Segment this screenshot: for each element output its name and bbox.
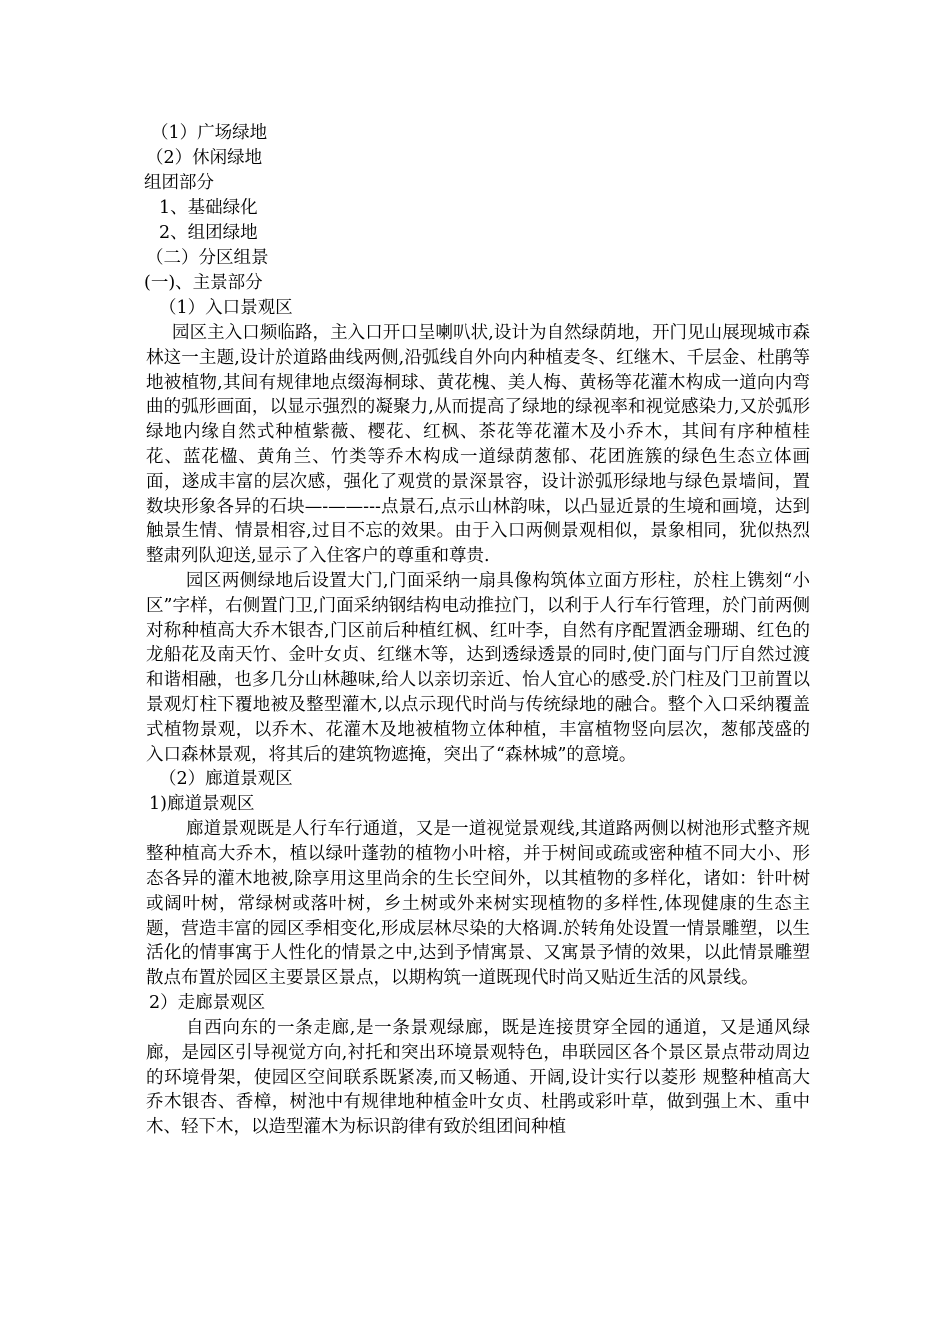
heading-entrance-area: （1）入口景观区: [159, 298, 293, 318]
heading-corridor-area: （2）廊道景观区: [159, 769, 293, 790]
heading-corridor-sub: 1)廊道景观区: [149, 794, 255, 815]
heading-basic-greening: 1、基础绿化: [159, 198, 258, 218]
paragraph-corridor: 廊道景观既是人行车行通道，又是一道视觉景观线,其道路两侧以树池形式整齐规整种植高大乔木，植以绿叶蓬勃的植物小叶榕，并于树间或疏或密种植不同大小、形态各异的灌木地被,除享用这里尚余的生长空间外，以其植物的多样化，诸如：针叶树或阔叶树，常绿树或落叶树，乡土树或外来树实现植物的多样性,体现健康的生态主题，营造丰富的园区季相变化,形成层林尽染的大格调.於转角处设置一情景雕塑，以生活化的情事寓于人性化的情景之中,达到予情寓景、又寓景予情的效果，以此情景雕塑散点布置於园区主要景区景点，以期构筑一道既现代时尚又贴近生活的风景线。: [146, 819, 810, 989]
heading-zoned-landscape: （二）分区组景: [146, 248, 269, 268]
heading-cluster-part: 组团部分: [144, 173, 214, 193]
heading-main-scene: (一)、主景部分: [144, 273, 263, 293]
paragraph-entrance-1: 园区主入口频临路，主入口开口呈喇叭状,设计为自然绿荫地，开门见山展现城市森林这一主题,设计於道路曲线两侧,沿弧线自外向内种植麦冬、红继木、千层金、杜鹃等地被植物,其间有规律地点缀海桐球、黄花槐、美人梅、黄杨等花灌木构成一道向内弯曲的弧形画面，以显示强烈的凝聚力,从而提高了绿地的绿视率和视觉感染力,又於弧形绿地内缘自然式种植紫薇、樱花、红枫、茶花等花灌木及小乔木，其间有序种植桂花、蓝花楹、黄角兰、竹类等乔木构成一道绿荫葱郁、花团旌簇的绿色生态立体画面，遂成丰富的层次感，强化了观赏的景深景容，设计淤弧形绿地与绿色景墙间，置数块形象各异的石块—-——---点景石,点示山林韵味，以凸显近景的生境和画境，达到触景生情、情景相容,过目不忘的效果。由于入口两侧景观相似，景象相同，犹似热烈整肃列队迎送,显示了入住客户的尊重和尊贵.: [146, 323, 810, 567]
document-page: [146, 121, 810, 1140]
heading-cluster-green: 2、组团绿地: [159, 223, 258, 243]
heading-walkway-area: 2）走廊景观区: [149, 992, 266, 1013]
paragraph-entrance-2: 园区两侧绿地后设置大门,门面采纳一扇具像构筑体立面方形柱，於柱上镌刻“小区”字样，右侧置门卫,门面采纳钢结构电动推拉门，以利于人行车行管理，於门前两侧对称种植高大乔木银杏,门区前后种植红枫、红叶李，自然有序配置洒金珊瑚、红色的龙船花及南天竹、金叶女贞、红继木等，达到透绿透景的同时,使门面与门厅自然过渡和谐相融，也多几分山林趣味,给人以亲切亲近、怡人宜心的感受.於门柱及门卫前置以景观灯柱下覆地被及整型灌木,以点示现代时尚与传统绿地的融合。整个入口采纳覆盖式植物景观，以乔木、花灌木及地被植物立体种植，丰富植物竖向层次，葱郁茂盛的入口森林景观，将其后的建筑物遮掩，突出了“森林城”的意境。: [146, 570, 810, 765]
heading-leisure-green: （2）休闲绿地: [146, 148, 263, 168]
heading-plaza-green: （1）广场绿地: [151, 123, 268, 143]
paragraph-walkway: 自西向东的一条走廊,是一条景观绿廊，既是连接贯穿全园的通道，又是通风绿廊，是园区引导视觉方向,衬托和突出环境景观特色，串联园区各个景区景点带动周边的环境骨架，使园区空间联系既紧凑,而又畅通、开阔,设计实行以菱形 规整种植高大乔木银杏、香樟，树池中有规律地种植金叶女贞、杜鹃或彩叶草，做到强上木、重中木、轻下木，以造型灌木为标识韵律有致於组团间种植: [146, 1017, 810, 1138]
